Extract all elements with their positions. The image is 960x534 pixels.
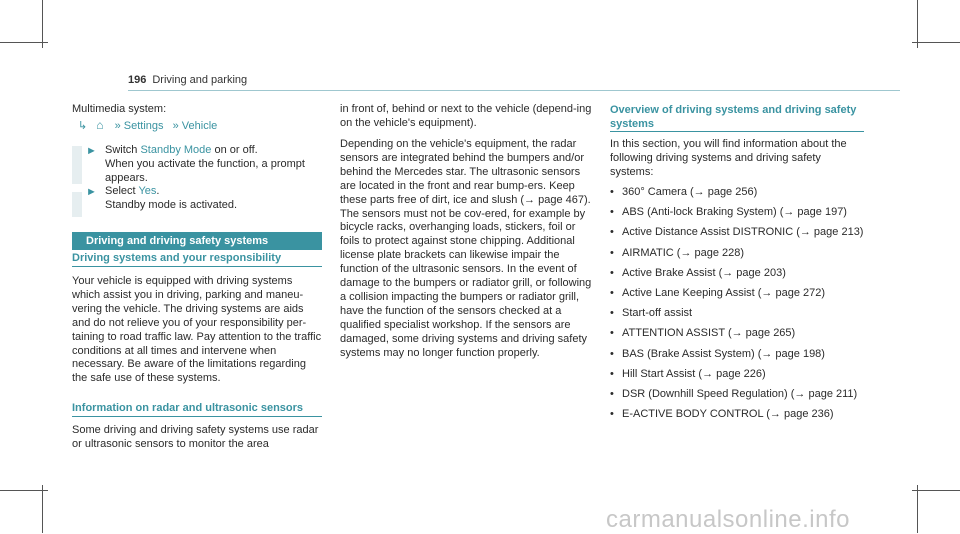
list-item-text: ATTENTION ASSIST (→ page 265) (622, 327, 796, 340)
list-item-text: Hill Start Assist (→ page 226) (622, 367, 766, 380)
list-item-text: BAS (Brake Assist System) (→ page 198) (622, 347, 825, 360)
list-item-text: AIRMATIC (→ page 228) (622, 246, 745, 259)
list-item-text: Start-off assist (622, 307, 693, 320)
list-item (610, 408, 870, 422)
step-bar (72, 146, 82, 184)
step-text: Select (105, 185, 139, 197)
crop-mark (912, 490, 960, 491)
list-item (610, 247, 870, 261)
step-1 (105, 144, 320, 185)
step-2 (105, 185, 320, 213)
list-item (610, 287, 870, 301)
bullet: • (610, 206, 614, 219)
step-note: Standby mode is activated. (105, 198, 238, 211)
list-item-text: E-ACTIVE BODY CONTROL (→ page 236) (622, 408, 834, 421)
crop-mark (917, 485, 918, 533)
nav-settings[interactable]: Settings (123, 120, 164, 132)
list-item (610, 327, 870, 341)
bullet: • (610, 266, 614, 279)
arrow-right-icon: ↳ (78, 120, 88, 132)
step-text: . (156, 185, 160, 197)
step-text: on or off. (211, 144, 258, 156)
step-text: Switch (105, 144, 141, 156)
heading-rule (610, 131, 864, 132)
subheading-responsibility: Driving systems and your responsibility (72, 252, 282, 264)
list-item-text: ABS (Anti-lock Braking System) (→ page 197) (622, 206, 847, 219)
crop-mark (42, 0, 43, 48)
systems-list (610, 186, 870, 428)
list-item-text: Active Distance Assist DISTRONIC (→ page 213) (622, 226, 864, 239)
step-arrow-icon: ► (86, 186, 97, 198)
list-item (610, 348, 870, 362)
responsibility-paragraph: Your vehicle is equipped with driving systems which assist you in driving, parking and maneu-vering the vehicle. The driving systems are aids and do not relieve you of your responsibility per-taining to road traffic law. Pay attention to the traffic conditions at all times and intervene when necessary. Be aware of the limitations regarding the safe use of these systems. (72, 275, 322, 385)
bullet: • (610, 408, 614, 421)
list-item-text: Active Brake Assist (→ page 203) (622, 266, 786, 279)
bullet: • (610, 367, 614, 380)
nav-path (78, 119, 217, 134)
overview-heading: Overview of driving systems and driving safety systems (610, 104, 857, 130)
step-note: When you activate the function, a prompt appears. (105, 157, 305, 184)
list-item-text: DSR (Downhill Speed Regulation) (→ page 211) (622, 388, 858, 401)
list-item (610, 267, 870, 281)
bullet: • (610, 287, 614, 300)
section-banner (72, 232, 322, 250)
step-bar (72, 192, 82, 217)
list-item (610, 388, 870, 402)
home-icon: ⌂ (96, 118, 104, 132)
header-rule (128, 90, 900, 91)
list-item-text: Active Lane Keeping Assist (→ page 272) (622, 287, 826, 300)
step-arrow-icon: ► (86, 145, 97, 157)
list-item-text: 360° Camera (→ page 256) (622, 186, 758, 198)
list-item (610, 226, 870, 240)
page-header (128, 74, 247, 86)
standby-mode-link[interactable]: Standby Mode (140, 144, 212, 156)
section-title: Driving and parking (152, 74, 248, 86)
crop-mark (42, 485, 43, 533)
sensors-paragraph: Some driving and driving safety systems use radar or ultrasonic sensors to monitor the area (72, 424, 319, 450)
list-item (610, 307, 870, 321)
nav-vehicle[interactable]: Vehicle (181, 120, 218, 132)
intro-text: Multimedia system: (72, 103, 167, 115)
subheading-rule (72, 416, 322, 417)
bullet: • (610, 388, 614, 401)
crop-mark (912, 42, 960, 43)
middle-paragraph-2: Depending on the vehicle's equipment, the radar sensors are integrated behind the bumpers and/or behind the Mercedes star. The ultrasonic sensors are located in the front and rear bump-ers. Keep these parts free of dirt, ice and slush (→ page 467). The sensors must not be cov-ered, for example by bicycle racks, overhanging loads, stickers, foil or foils to protect against stone chipping. Additional license plate brackets can likewise impair the function of the ultrasonic sensors. In the event of damage to the bumpers or radiator grill, or following a collision impacting the bumpers or radiator grill, have the function of the sensors checked at a qualified specialist workshop. If the sensors are damaged, some driving systems and driving safety systems may no longer function properly. (340, 138, 592, 359)
list-item (610, 186, 870, 200)
crop-mark (0, 490, 48, 491)
list-item (610, 206, 870, 220)
subheading-sensors: Information on radar and ultrasonic sensors (72, 402, 304, 414)
bullet: • (610, 347, 614, 360)
bullet: • (610, 246, 614, 259)
bullet: • (610, 307, 614, 320)
banner-title: Driving and driving safety systems (86, 235, 269, 247)
middle-paragraph-1: in front of, behind or next to the vehicle (depend-ing on the vehicle's equipment). (340, 103, 592, 129)
crop-mark (0, 42, 48, 43)
yes-link[interactable]: Yes (138, 185, 157, 197)
overview-intro: In this section, you will find information about the following driving systems and driving safety systems: (610, 138, 847, 178)
double-chevron-icon: » (114, 120, 121, 132)
double-chevron-icon: » (172, 120, 179, 132)
subheading-rule (72, 266, 322, 267)
bullet: • (610, 327, 614, 340)
page-number: 196 (128, 74, 147, 86)
bullet: • (610, 226, 614, 239)
crop-mark (917, 0, 918, 48)
watermark: carmanualsonline.info (606, 506, 850, 533)
bullet: • (610, 186, 614, 198)
list-item (610, 368, 870, 382)
